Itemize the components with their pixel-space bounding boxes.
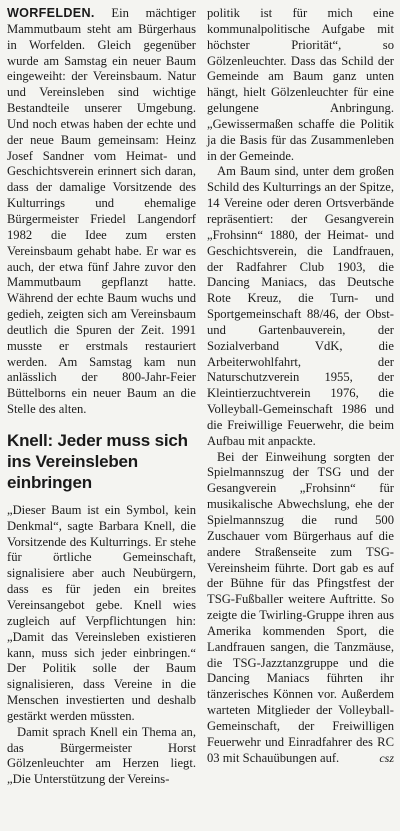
lead-text: Ein mächtiger Mammutbaum steht am Bürgerhaus in Worfelden. Gleich gegenüber wurde am Samstag ein neuer Baum eingeweiht: der Vereinsbaum. Natur und Vereinsleben sind wichtige Bestandteile unserer Umgebung. Und noch etwas haben der echte und der neue Baum gemeinsam: Heinz Josef Sandner vom Heimat- und Geschichtsverein erinnert sich daran, dass der damalige Vorsitzende des Kulturrings und ehemalige Bürgermeister Friedel Langendorf 1982 die Idee zum ersten Vereinsbaum gehabt habe. Er war es auch, der etwa fünf Jahre zuvor den Mammutbaum gepflanzt hatte. Während der echte Baum wuchs und gedieh, zeigten sich am Vereinsbaum deutlich die Spuren der Zeit. 1991 musste er erstmals restauriert werden. Am Samstag kam nun anlässlich der 800-Jahr-Feier Büttelborns ein neuer Baum an die Stelle des alten.	[7, 6, 196, 417]
body-paragraph	[207, 450, 394, 767]
lead-paragraph	[7, 6, 196, 418]
subheading: Knell: Jeder muss sich ins Vereinsleben einbringen	[7, 430, 188, 492]
dateline: WORFELDEN.	[7, 6, 95, 20]
body-paragraph: Am Baum sind, unter dem großen Schild des Kulturrings an der Spitze, 14 Vereine oder deren Ortsverbände repräsentiert: der Gesangverein „Frohsinn“ 1880, der Heimat- und Geschichtsverein, die Landfrauen, der Radfahrer Club 1903, die Dancing Maniacs, das Deutsche Rote Kreuz, die Turn- und Sportgemeinschaft 88/46, der Obst- und Gartenbauverein, der Sozialverband VdK, die Arbeiterwohlfahrt, der Naturschutzverein 1955, der Kleintierzuchtverein 1976, die Volleyball-Gemeinschaft 1986 und die Freiwillige Feuerwehr, die beim Aufbau mit anpackte.	[207, 164, 394, 448]
body-paragraph: „Dieser Baum ist ein Symbol, kein Denkmal“, sagte Barbara Knell, die Vorsitzende des Kulturrings. Er stehe für örtliche Gemeinschaft, signalisiere aber auch Neubürgern, dass es für jeden ein breites Vereinsangebot gebe. Knell wies zugleich auf Verpflichtungen hin: „Damit das Vereinsleben existieren kann, muss sich jeder einbringen.“ Der Politik solle der Baum signalisieren, dass Vereine in die Menschen investierten und deshalb gestärkt werden müssten.	[7, 502, 196, 723]
body-paragraph-text: Bei der Einweihung sorgten der Spielmannszug der TSG und der Gesangverein „Frohsinn“ für musikalische Abwechslung, ehe der Spielmannszug die rund 500 Zuschauer vom Bürgerhaus auf die andere Straßenseite zum TSG-Vereinsheim führte. Dort gab es auf der Bühne für das Pfingstfest der TSG-Fußballer weitere Auftritte. So zeigte die Twirling-Gruppe ihren aus Amerika kommenden Sport, die Landfrauen sangen, die Tanzmäuse, die TSG-Jazztanzgruppe und die Dancing Maniacs führten ihr tänzerisches Können vor. Außerdem warteten Mitglieder der Volleyball-Gemeinschaft, der Freiwilligen Feuerwehr und Einradfahrer des RC 03 mit Schauübungen auf.	[207, 449, 394, 765]
body-paragraph: Damit sprach Knell ein Thema an, das Bürgermeister Horst Gölzenleuchter am Herzen liegt. „Die Unterstützung der Vereins-	[7, 724, 196, 787]
article-column-right	[207, 6, 394, 767]
article-column-left	[7, 6, 196, 788]
body-paragraph: politik ist für mich eine kommunalpolitische Aufgabe mit höchster Priorität“, so Gölzenleuchter. Dass das Schild der Gemeinde am Baum ganz unten hängt, hielt Gölzenleuchter für eine gelungene Anbringung. „Gewissermaßen schaffe die Politik ja die Basis für das Zusammenleben in der Gemeinde.	[207, 6, 394, 163]
author-signature: csz	[379, 750, 394, 765]
